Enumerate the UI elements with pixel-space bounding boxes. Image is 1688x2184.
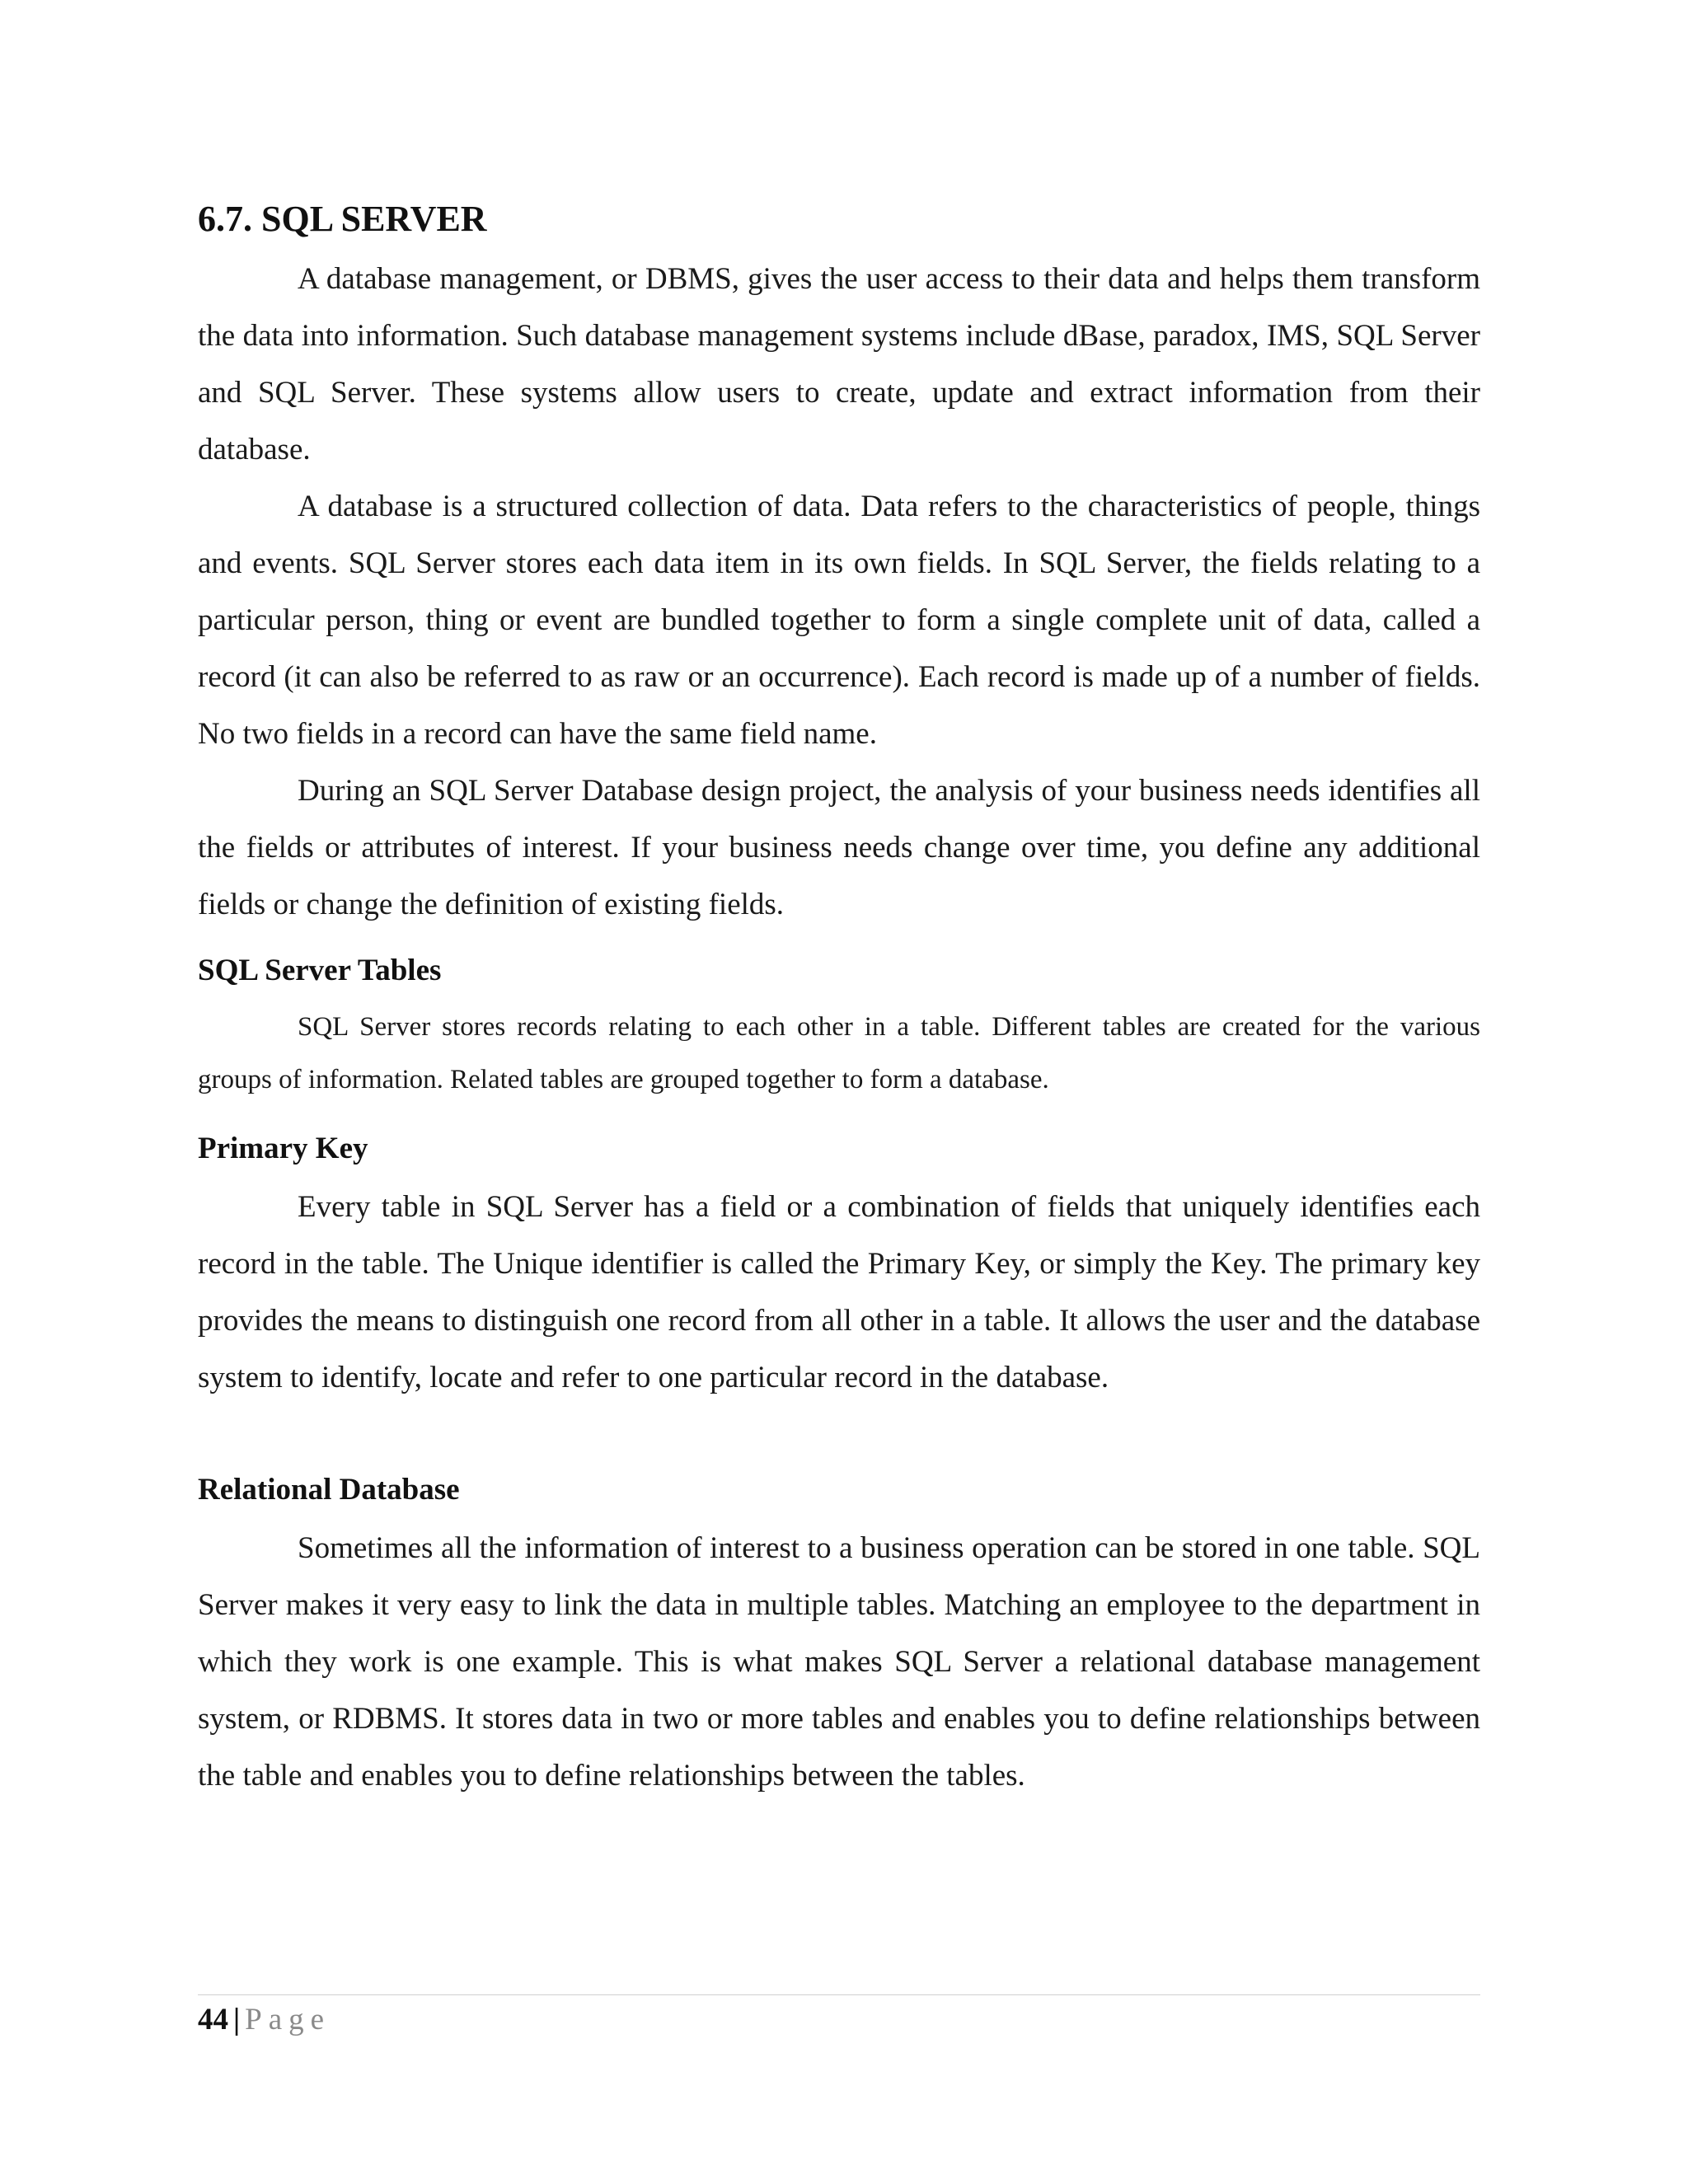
primary-key-paragraph: Every table in SQL Server has a field or a combination of fields that uniquely identifies each record in the table. The Unique identifier is called the Primary Key, or simply the Key. The primary key provides the means to distinguish one record from all other in a table. It allows the user and the database system to identify, locate and refer to one particular record in the database. bbox=[198, 1190, 1480, 1394]
spacer bbox=[198, 1106, 1480, 1129]
tables-heading-wrap bbox=[198, 951, 1480, 991]
primary-key-heading: Primary Key bbox=[198, 1132, 368, 1165]
page-number: 44 bbox=[198, 2003, 228, 2036]
section-title: 6.7. SQL SERVER bbox=[198, 199, 487, 239]
tables-paragraph: SQL Server stores records relating to each other in a table. Different tables are created for the various groups of information. Related tables are grouped together to form a database. bbox=[198, 1012, 1480, 1094]
spacer bbox=[198, 1406, 1480, 1470]
intro-paragraph-1: A database management, or DBMS, gives the user access to their data and helps them transform the data into information. Such database management systems include dBase, paradox, IMS, SQL Server and SQL Server. These systems allow users to create, update and extract information from their database. bbox=[198, 262, 1480, 466]
intro-paragraph-2: A database is a structured collection of data. Data refers to the characteristics of people, things and events. SQL Server stores each data item in its own fields. In SQL Server, the fields relating to a particular person, thing or event are bundled together to form a single complete unit of data, called a record (it can also be referred to as raw or an occurrence). Each record is made up of a number of fields. No two fields in a record can have the same field name. bbox=[198, 490, 1480, 751]
spacer bbox=[198, 933, 1480, 951]
primary-key-heading-wrap bbox=[198, 1129, 1480, 1169]
page-separator: | bbox=[233, 2003, 241, 2036]
relational-database-heading: Relational Database bbox=[198, 1473, 460, 1507]
intro-paragraph-3: During an SQL Server Database design project, the analysis of your business needs identifies all the fields or attributes of interest. If your business needs change over time, you define any additional fields or change the definition of existing fields. bbox=[198, 774, 1480, 921]
page-label: Page bbox=[245, 2003, 331, 2036]
tables-heading: SQL Server Tables bbox=[198, 954, 442, 987]
page-footer bbox=[198, 2000, 331, 2040]
relational-database-paragraph: Sometimes all the information of interest to a business operation can be stored in one table. SQL Server makes it very easy to link the data in multiple tables. Matching an employee to the department in which they work is one example. This is what makes SQL Server a relational database management system, or RDBMS. It stores data in two or more tables and enables you to define relationships between the table and enables you to define relationships between the tables. bbox=[198, 1531, 1480, 1793]
page-content bbox=[198, 196, 1480, 1804]
footer-divider bbox=[198, 1994, 1480, 1995]
relational-database-heading-wrap bbox=[198, 1470, 1480, 1510]
